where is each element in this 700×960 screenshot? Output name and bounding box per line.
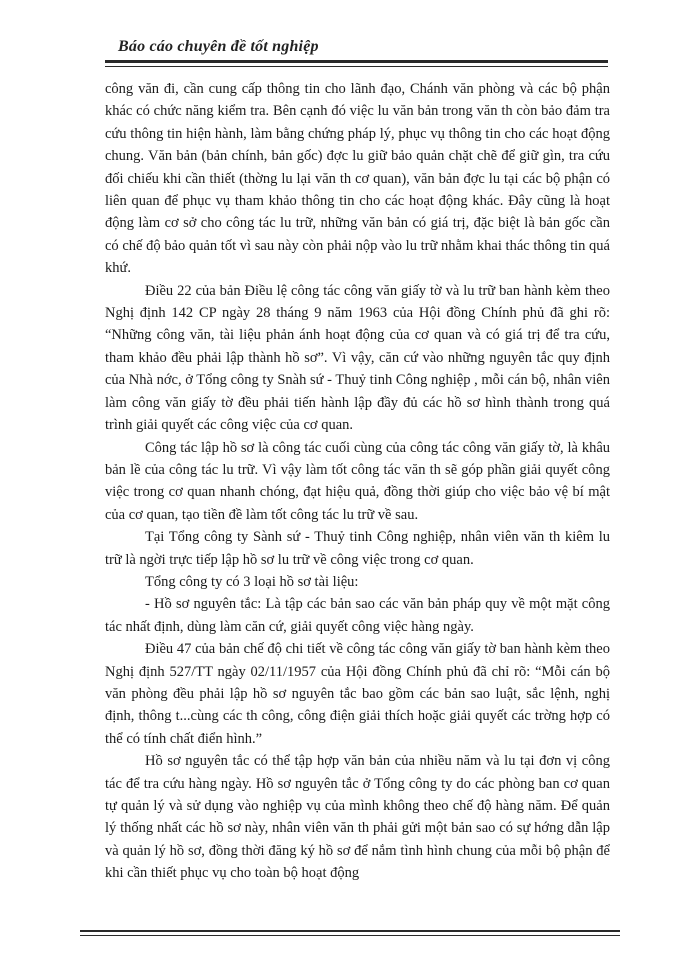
- footer-rule-thin: [80, 935, 620, 936]
- paragraph: - Hồ sơ nguyên tắc: Là tập các bản sao các văn bản pháp quy về một mặt công tác nhất định, dùng làm căn cứ, giải quyết công việc hàng ngày.: [105, 596, 610, 635]
- footer-rule-thick: [80, 930, 620, 932]
- paragraph: Công tác lập hồ sơ là công tác cuối cùng của công tác công văn giấy tờ, là khâu bản lề của công tác lu trữ. Vì vậy làm tốt công tác văn th sẽ góp phần giải quyết công việc trong cơ quan nhanh chóng, đạt hiệu quả, đồng thời giúp cho việc bảo vệ bí mật của cơ quan, tạo tiền đề làm tốt công tác lu trữ về sau.: [105, 439, 610, 523]
- paragraph: Điều 47 của bản chế độ chi tiết về công tác công văn giấy tờ ban hành kèm theo Nghị định 527/TT ngày 02/11/1957 của Hội đồng Chính phủ đã chỉ rõ: “Mỗi cán bộ văn phòng đều phải lập hồ sơ nguyên tắc bao gồm các bản sao luật, sắc lệnh, nghị định, thông t...cùng các th công, công điện giải thích hoặc giải quyết các trờng hợp có thể có tính chất điển hình.”: [105, 641, 610, 747]
- document-body: [105, 78, 610, 885]
- header-rule-thick: [105, 60, 608, 63]
- paragraph: Hồ sơ nguyên tắc có thể tập hợp văn bản của nhiều năm và lu tại đơn vị công tác để tra cứu hàng ngày. Hồ sơ nguyên tắc ở Tổng công ty do các phòng ban cơ quan tự quản lý và sử dụng vào nghiệp vụ của mình không theo chế độ hàng năm. Để quản lý thống nhất các hồ sơ này, nhân viên văn th phải gửi một bản sao có sự hớng dẫn lập và quản lý hồ sơ, đồng thời đăng ký hồ sơ để nắm tình hình chung của mỗi bộ phận để khi cần thiết phục vụ cho toàn bộ hoạt động: [105, 753, 610, 882]
- paragraph: Điều 22 của bản Điều lệ công tác công văn giấy tờ và lu trữ ban hành kèm theo Nghị định 142 CP ngày 28 tháng 9 năm 1963 của Hội đồng Chính phủ đã ghi rõ: “Những công văn, tài liệu phản ánh hoạt động của cơ quan và có giá trị để tra cứu, tham khảo đều phải lập thành hồ sơ”. Vì vậy, căn cứ vào những nguyên tắc quy định của Nhà nớc, ở Tổng công ty Snàh sứ - Thuỷ tinh Công nghiệp , mỗi cán bộ, nhân viên làm công văn giấy tờ đều phải tiến hành lập đầy đủ các hồ sơ hình thành trong quá trình giải quyết các công việc của cơ quan.: [105, 282, 610, 434]
- paragraph: công văn đi, cần cung cấp thông tin cho lãnh đạo, Chánh văn phòng và các bộ phận khác có chức năng kiểm tra. Bên cạnh đó việc lu văn bản trong văn th còn bảo đảm tra cứu thông tin hiện hành, làm bằng chứng pháp lý, phục vụ thông tin cho các hoạt động chung. Văn bản (bản chính, bản gốc) đợc lu giữ bảo quản chặt chẽ để giữ gìn, tra cứu đối chiếu khi cần thiết (thờng lu lại văn th cơ quan), văn bản đợc lu tại các bộ phận có liên quan để phục vụ tham khảo thông tin cho các hoạt động khác. Đây cũng là hoạt động làm cơ sở cho công tác lu trữ, những văn bản có giá trị, đặc biệt là bản gốc cần có chế độ bảo quản tốt vì sau này còn phải nộp vào lu trữ nhằm khai thác thông tin quá khứ.: [105, 81, 610, 277]
- header-rule-thin: [105, 66, 608, 67]
- paragraph: Tổng công ty có 3 loại hồ sơ tài liệu:: [145, 573, 359, 590]
- header-title: Báo cáo chuyên đề tốt nghiệp: [118, 38, 319, 55]
- paragraph: Tại Tổng công ty Sành sứ - Thuỷ tinh Công nghiệp, nhân viên văn th kiêm lu trữ là ngời trực tiếp lập hồ sơ lu trữ về công việc trong cơ quan.: [105, 529, 610, 568]
